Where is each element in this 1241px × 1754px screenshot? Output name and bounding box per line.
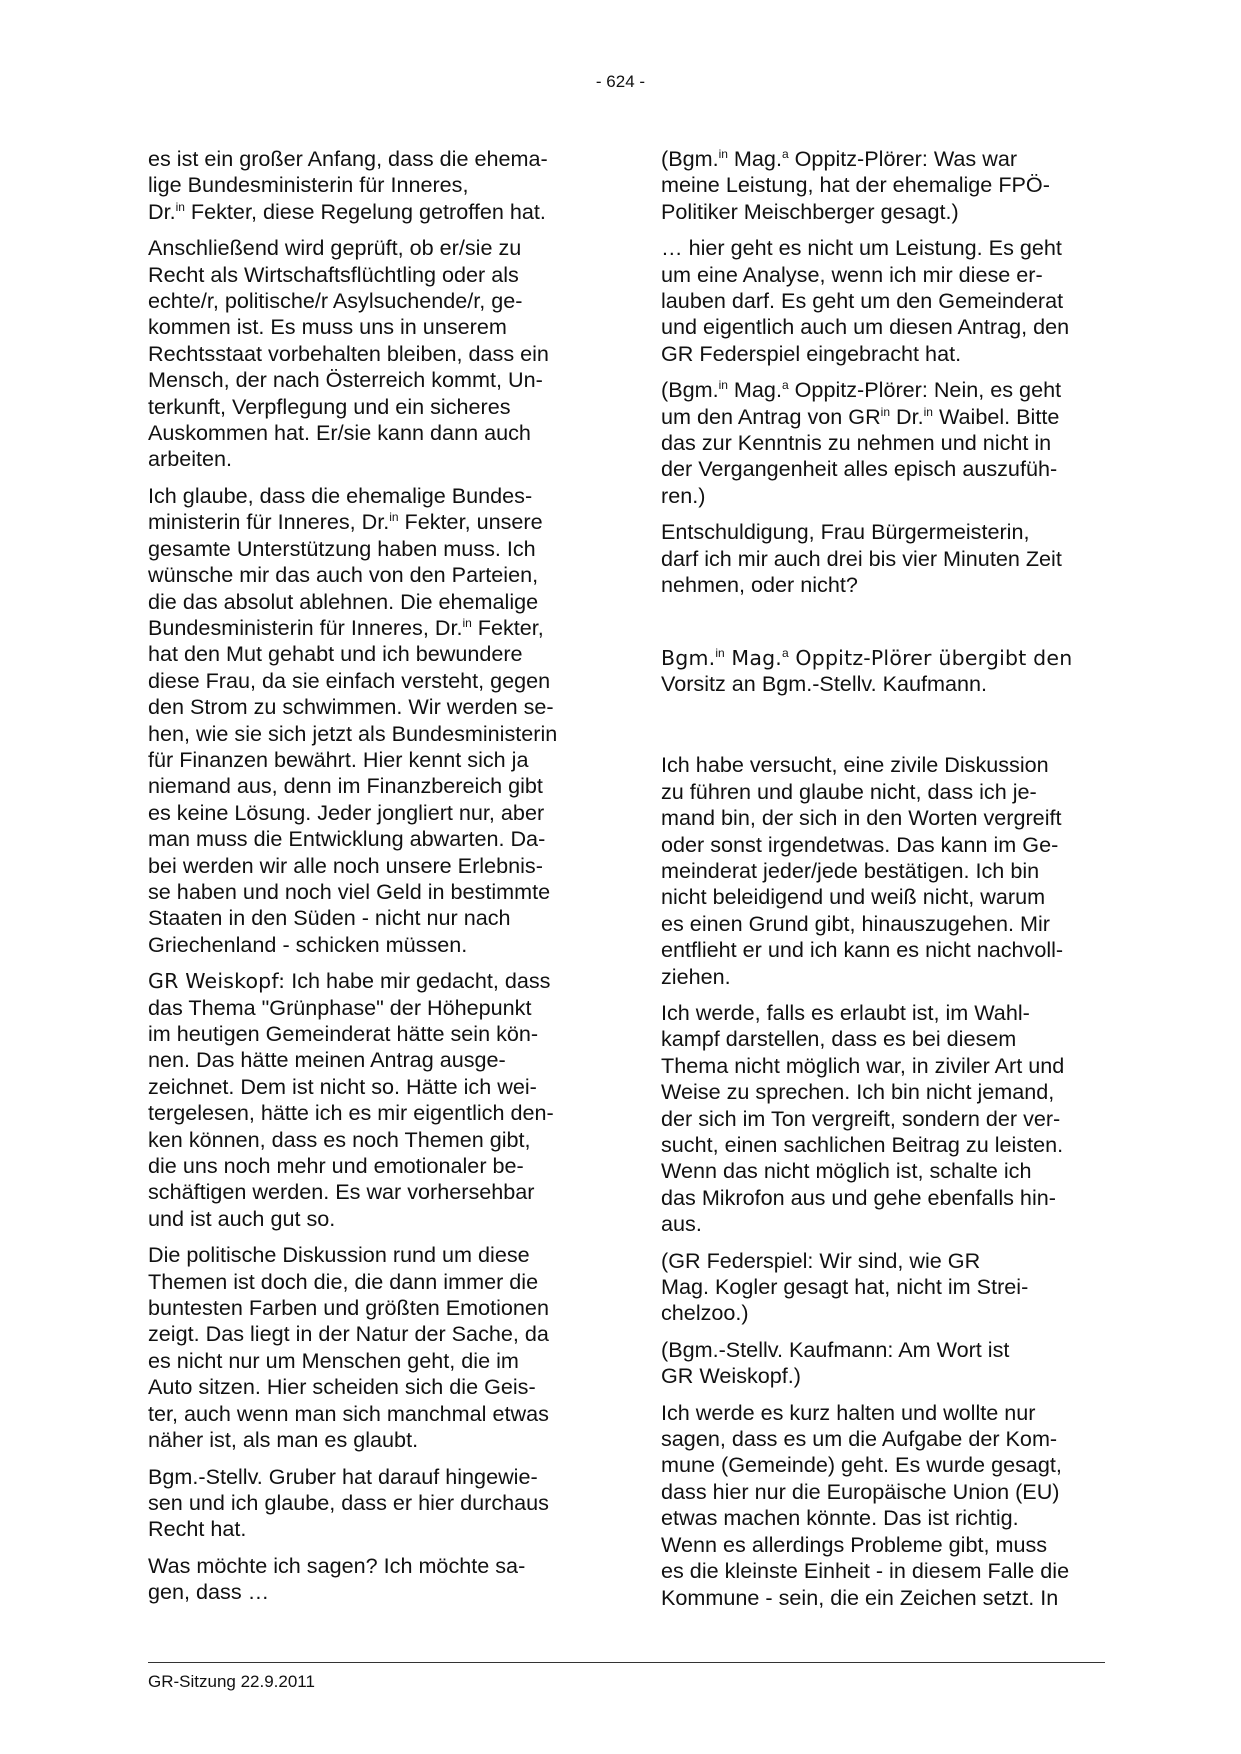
text-line: echte/r, politische/r Asylsuchende/r, ge- [148, 288, 523, 314]
text-line: nicht beleidigend und weiß nicht, warum [661, 884, 1046, 910]
text-line: es ist ein großer Anfang, dass die ehema- [148, 146, 548, 171]
superscript: a [781, 147, 789, 161]
paragraph [148, 235, 588, 473]
paragraph [661, 146, 1105, 225]
text-line: hen, wie sie sich jetzt als Bundesministerin [148, 720, 558, 746]
text-line: niemand aus, denn im Finanzbereich gibt [148, 773, 543, 799]
text-line: Auto sitzen. Hier scheiden sich die Geis- [148, 1374, 536, 1400]
paragraph [661, 377, 1105, 509]
text-line: sagen, dass es um die Aufgabe der Kom- [661, 1426, 1058, 1452]
text-line: Ich habe versucht, eine zivile Diskussion [661, 752, 1049, 778]
paragraph [148, 1553, 588, 1606]
paragraph [148, 1464, 588, 1543]
text-run: Oppitz-Plörer: Nein, es geht [788, 377, 1062, 403]
text-line: se haben und noch viel Geld in bestimmte [148, 878, 551, 904]
text-line: Auskommen hat. Er/sie kann dann auch [148, 420, 531, 446]
text-line: um eine Analyse, wenn ich mir diese er- [661, 261, 1043, 287]
text-line: Weise zu sprechen. Ich bin nicht jemand, [661, 1079, 1055, 1105]
text-run: (Bgm. [661, 146, 719, 171]
text-line: meine Leistung, hat der ehemalige FPÖ- [661, 172, 1050, 198]
text-line: Entschuldigung, Frau Bürgermeisterin, [661, 519, 1030, 545]
text-run: Bundesministerin für Inneres, Dr. [148, 614, 463, 640]
text-run: (Bgm. [661, 377, 719, 403]
left-column [148, 146, 588, 1616]
text-line: Anschließend wird geprüft, ob er/sie zu [148, 235, 522, 261]
text-line: lige Bundesministerin für Inneres, [148, 172, 469, 198]
text-line: Politiker Meischberger gesagt.) [661, 198, 959, 224]
text-line: Staaten in den Süden - nicht nur nach [148, 905, 511, 931]
text-line: der Vergangenheit alles episch auszufüh- [661, 456, 1058, 482]
text-line: zeigt. Das liegt in der Natur der Sache, da [148, 1321, 549, 1347]
text-run: Bgm. [661, 645, 716, 670]
superscript: in [923, 404, 933, 419]
text-line: Mensch, der nach Österreich kommt, Un- [148, 367, 543, 393]
text-line: das zur Kenntnis zu nehmen und nicht in [661, 430, 1052, 456]
text-line: diese Frau, da sie einfach versteht, gegen [148, 667, 551, 693]
text-run: ministerin für Inneres, Dr. [148, 509, 390, 535]
superscript: in [718, 147, 728, 161]
text-line: der sich im Ton vergreift, sondern der ver- [661, 1105, 1061, 1131]
superscript: in [462, 615, 472, 630]
spacer [661, 707, 1105, 752]
text-line: das Thema "Grünphase" der Höhepunkt [148, 994, 532, 1020]
text-line: entflieht er und ich kann es nicht nachvoll- [661, 937, 1064, 963]
text-run: um den Antrag von GR [661, 403, 881, 429]
footer-divider [148, 1662, 1105, 1663]
text-line: Griechenland - schicken müssen. [148, 931, 468, 957]
text-line: nen. Das hätte meinen Antrag ausge- [148, 1047, 506, 1073]
text-line: … hier geht es nicht um Leistung. Es geht [661, 235, 1062, 261]
text-line: lauben darf. Es geht um den Gemeinderat [661, 288, 1064, 314]
text-line: etwas machen könnte. Das ist richtig. [661, 1505, 1019, 1531]
text-line: Vorsitz an Bgm.-Stellv. Kaufmann. [661, 670, 988, 696]
text-line: hat den Mut gehabt und ich bewundere [148, 641, 523, 667]
text-line: es nicht nur um Menschen geht, die im [148, 1347, 519, 1373]
text-line: zeichnet. Dem ist nicht so. Hätte ich wei- [148, 1073, 537, 1099]
text-line: Recht hat. [148, 1516, 247, 1542]
text-line: (Bgm.-Stellv. Kaufmann: Am Wort ist [661, 1336, 1010, 1362]
text-line: man muss die Entwicklung abwarten. Da- [148, 826, 546, 852]
chair-handover-note [661, 645, 1105, 698]
text-run: Mag. [727, 146, 782, 171]
text-line: Mag. Kogler gesagt hat, nicht im Strei- [661, 1274, 1029, 1300]
text-line: Kommune - sein, die ein Zeichen setzt. In [661, 1584, 1059, 1610]
text-line: das Mikrofon aus und gehe ebenfalls hin- [661, 1184, 1056, 1210]
text-line: darf ich mir auch drei bis vier Minuten Zeit [661, 545, 1062, 571]
text-line: Rechtsstaat vorbehalten bleiben, dass ein [148, 340, 549, 366]
text-run: Fekter, unsere [398, 509, 543, 535]
footer-session-date: GR-Sitzung 22.9.2011 [148, 1672, 315, 1691]
paragraph [661, 752, 1105, 990]
paragraph [661, 1400, 1105, 1611]
text-line: kommen ist. Es muss uns in unserem [148, 314, 507, 340]
text-line: ziehen. [661, 963, 731, 989]
text-line: GR Weiskopf.) [661, 1363, 801, 1389]
paragraph [661, 1000, 1105, 1238]
text-run: Waibel. Bitte [932, 403, 1060, 429]
superscript: in [718, 378, 728, 393]
text-line: Themen ist doch die, die dann immer die [148, 1268, 539, 1294]
text-line: wünsche mir das auch von den Parteien, [148, 562, 539, 588]
text-run: Fekter, diese Regelung getroffen hat. [184, 198, 546, 224]
text-line: Was möchte ich sagen? Ich möchte sa- [148, 1552, 526, 1578]
text-line: im heutigen Gemeinderat hätte sein kön- [148, 1021, 539, 1046]
page-number: - 624 - [595, 72, 646, 91]
spacer [661, 609, 1105, 645]
superscript: in [389, 510, 399, 525]
paragraph [148, 968, 588, 1232]
text-line: buntesten Farben und größten Emotionen [148, 1295, 549, 1321]
text-line: tergelesen, hätte ich es mir eigentlich den- [148, 1100, 554, 1126]
text-line: kampf darstellen, dass es bei diesem [661, 1026, 1017, 1052]
text-line: es keine Lösung. Jeder jongliert nur, aber [148, 799, 545, 825]
text-line: chelzoo.) [661, 1300, 749, 1326]
text-line: schäftigen werden. Es war vorhersehbar [148, 1179, 535, 1205]
text-line: ren.) [661, 482, 706, 508]
paragraph [661, 519, 1105, 598]
text-line: bei werden wir alle noch unsere Erlebnis- [148, 852, 543, 878]
text-line: für Finanzen bewährt. Hier kennt sich ja [148, 746, 529, 772]
text-run: Dr. [890, 403, 924, 429]
paragraph [148, 483, 588, 958]
text-line: Die politische Diskussion rund um diese [148, 1242, 530, 1268]
text-run: Mag. [727, 377, 782, 403]
speaker-name: Oppitz-Plörer [788, 645, 932, 670]
text-line: ken können, dass es noch Themen gibt, [148, 1126, 531, 1152]
text-run: Oppitz-Plörer: Was war [788, 146, 1018, 171]
text-line: sen und ich glaube, dass er hier durchaus [148, 1489, 549, 1515]
text-line: arbeiten. [148, 446, 233, 472]
text-line: es die kleinste Einheit - in diesem Falle die [661, 1558, 1070, 1584]
text-run: Fekter, [471, 614, 544, 640]
superscript: in [715, 645, 725, 660]
text-line: sucht, einen sachlichen Beitrag zu leisten. [661, 1132, 1064, 1157]
text-line: und eigentlich auch um diesen Antrag, den [661, 314, 1070, 340]
text-line: Ich werde, falls es erlaubt ist, im Wahl- [661, 999, 1030, 1025]
text-line: terkunft, Verpflegung und ein sicheres [148, 393, 511, 419]
text-line: Wenn es allerdings Probleme gibt, muss [661, 1531, 1048, 1557]
superscript: in [175, 199, 185, 214]
text-line: dass hier nur die Europäische Union (EU) [661, 1478, 1060, 1504]
right-column [661, 146, 1105, 1621]
text-run: Ich habe mir gedacht, dass [285, 968, 551, 994]
paragraph [661, 235, 1105, 367]
paragraph [661, 1337, 1105, 1390]
text-line: näher ist, als man es glaubt. [148, 1427, 419, 1453]
text-line: gesamte Unterstützung haben muss. Ich [148, 535, 536, 561]
text-line: ter, auch wenn man sich manchmal etwas [148, 1400, 549, 1426]
text-line: (GR Federspiel: Wir sind, wie GR [661, 1247, 981, 1273]
text-line: und ist auch gut so. [148, 1205, 336, 1231]
speaker-name: GR Weiskopf: [148, 969, 286, 994]
text-line: nehmen, oder nicht? [661, 572, 858, 598]
text-line: Ich werde es kurz halten und wollte nur [661, 1399, 1036, 1425]
text-line: gen, dass … [148, 1579, 270, 1605]
superscript: a [781, 378, 789, 393]
text-run: Mag. [724, 645, 783, 670]
text-line: GR Federspiel eingebracht hat. [661, 340, 962, 366]
text-line: oder sonst irgendetwas. Das kann im Ge- [661, 831, 1059, 857]
text-line: Thema nicht möglich war, in ziviler Art und [661, 1052, 1065, 1078]
text-run: Dr. [148, 198, 176, 224]
superscript: in [880, 404, 891, 419]
text-line: mune (Gemeinde) geht. Es wurde gesagt, [661, 1452, 1062, 1478]
text-line: Wenn das nicht möglich ist, schalte ich [661, 1158, 1032, 1184]
text-line: Bgm.-Stellv. Gruber hat darauf hingewie- [148, 1463, 538, 1489]
text-line: Recht als Wirtschaftsflüchtling oder als [148, 261, 519, 287]
text-line: die uns noch mehr und emotionaler be- [148, 1153, 524, 1179]
paragraph [148, 1242, 588, 1453]
superscript: a [782, 645, 789, 660]
text-line: Ich glaube, dass die ehemalige Bundes- [148, 482, 533, 508]
paragraph [661, 1248, 1105, 1327]
text-line: mand bin, der sich in den Worten vergreift [661, 805, 1062, 831]
paragraph [148, 146, 588, 225]
text-line: aus. [661, 1211, 702, 1237]
text-run: übergibt den [931, 645, 1073, 670]
text-line: zu führen und glaube nicht, dass ich je- [661, 778, 1037, 804]
text-line: die das absolut ablehnen. Die ehemalige [148, 588, 539, 614]
text-line: meinderat jeder/jede bestätigen. Ich bin [661, 857, 1040, 883]
text-line: es einen Grund gibt, hinauszugehen. Mir [661, 910, 1050, 936]
text-line: den Strom zu schwimmen. Wir werden se- [148, 694, 554, 720]
